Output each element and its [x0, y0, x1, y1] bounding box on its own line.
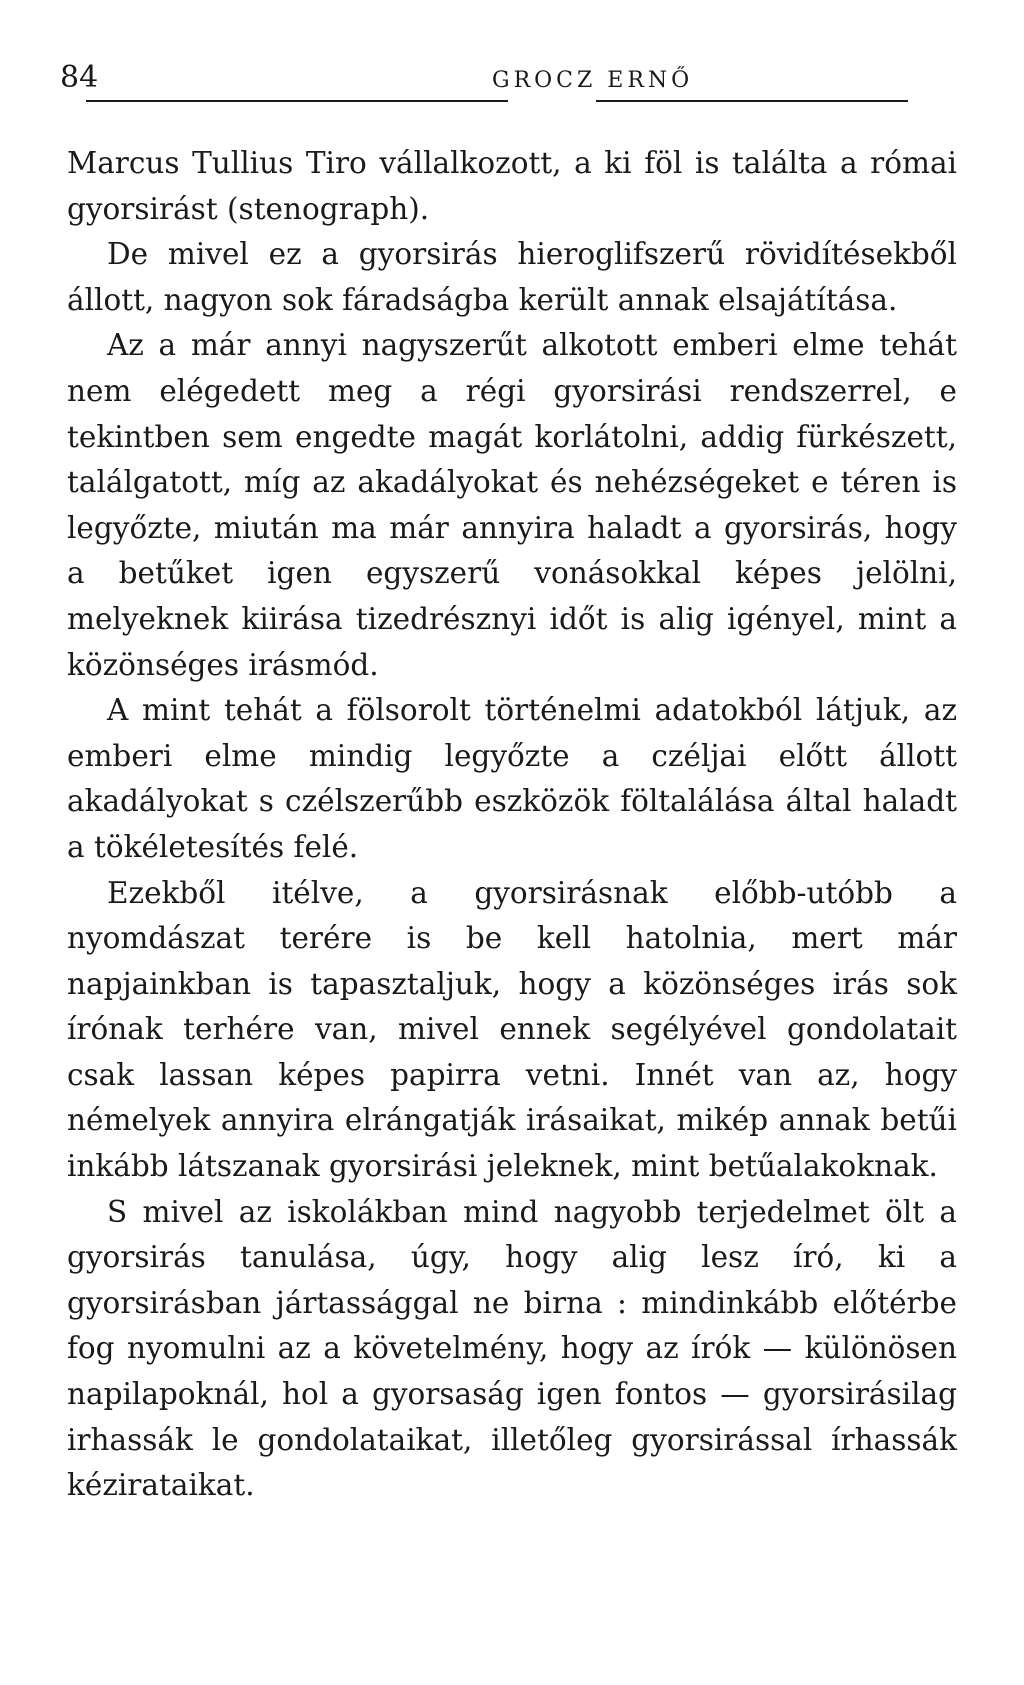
page-header [60, 60, 908, 104]
running-head: GROCZ ERNŐ [492, 68, 694, 93]
header-rule-left [86, 100, 508, 102]
header-rule-right [596, 100, 908, 102]
paragraph-1: Marcus Tullius Tiro vállalkozott, a ki föl is találta a római gyorsirást (stenograph). [67, 146, 957, 226]
paragraph-2: De mivel ez a gyorsirás hieroglifszerű rövidítésekből állott, nagyon sok fáradságba került annak elsajátítása. [67, 237, 957, 317]
body-text [67, 141, 957, 1509]
paragraph-5: Ezekből itélve, a gyorsirásnak előbb-utóbb a nyomdászat terére is be kell hatolnia, mert már napjainkban is tapasztaljuk, hogy a közönséges irás sok írónak terhére van, mivel ennek segélyével gondolatait csak lassan képes papirra vetni. Innét van az, hogy némelyek annyira elrángatják irásaikat, mikép annak betűi inkább látszanak gyorsirási jeleknek, mint betűalakoknak. [67, 875, 957, 1184]
paragraph-6: S mivel az iskolákban mind nagyobb terjedelmet ölt a gyorsirás tanulása, úgy, hogy alig lesz író, ki a gyorsirásban jártassággal ne birna : mindinkább előtérbe fog nyomulni az a követelmény, hogy az írók — különösen napilapoknál, hol a gyorsaság igen fontos — gyorsirásilag irhassák le gondolataikat, illetőleg gyorsirással írhassák kézirataikat. [67, 1194, 957, 1503]
paragraph-3: Az a már annyi nagyszerűt alkotott emberi elme tehát nem elégedett meg a régi gyorsirási rendszerrel, e tekintben sem engedte magát korlátolni, addig fürkészett, találgatott, míg az akadályokat és nehézségeket e téren is legyőzte, miután ma már annyira haladt a gyorsirás, hogy a betűket igen egyszerű vonásokkal képes jelölni, melyeknek kiirása tizedrésznyi időt is alig igényel, mint a közönséges irásmód. [67, 328, 957, 682]
paragraph-4: A mint tehát a fölsorolt történelmi adatokból látjuk, az emberi elme mindig legyőzte a czéljai előtt állott akadályokat s czélszerűbb eszközök föltalálása által haladt a tökéletesítés felé. [67, 693, 957, 864]
page-number: 84 [60, 60, 99, 95]
